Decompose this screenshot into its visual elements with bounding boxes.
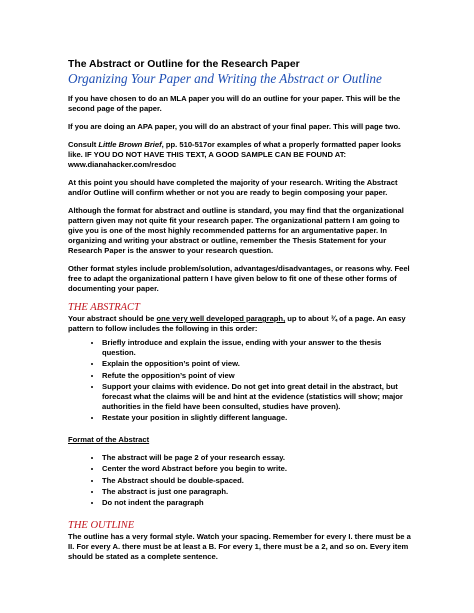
abstract-intro-end: up to about ¾ of a page. An easy pattern to follow includes the following in this order:: [68, 314, 406, 333]
list-item: • The abstract is just one paragraph.: [102, 487, 416, 497]
book-title: Little Brown Brief: [98, 140, 162, 149]
abstract-intro-start: Your abstract should be: [68, 314, 157, 323]
list-item: • Explain the opposition’s point of view.: [102, 359, 416, 369]
other-styles-paragraph: Other format styles include problem/solution, advantages/disadvantages, or reasons why. Feel free to adapt the organizational pattern I have given below to fit one of these other forms of documenting your paper.: [68, 264, 410, 293]
format-list: [68, 453, 416, 508]
list-item: • Restate your position in slightly different language.: [102, 413, 416, 423]
format-paragraph: Although the format for abstract and outline is standard, you may find that the organizational pattern given may not quite fit your research paper. The organizational pattern I am going to give you is one of the most highly recommended patterns for an argumentative paper. In organizing and writing your abstract or outline, remember the Thesis Statement for your Research Paper is the answer to your research question.: [68, 206, 404, 255]
list-item: • The abstract will be page 2 of your research essay.: [102, 453, 416, 463]
document-title: The Abstract or Outline for the Research Paper: [68, 59, 300, 70]
list-item: • Do not indent the paragraph: [102, 498, 416, 508]
abstract-intro-emphasis: one very well developed paragraph,: [156, 314, 286, 323]
list-item: • Refute the opposition’s point of view: [102, 371, 416, 381]
progress-paragraph: At this point you should have completed the majority of your research. Writing the Abstract and/or Outline will confirm whether or not you are ready to begin composing your paper.: [68, 178, 398, 197]
document-content: [68, 58, 416, 570]
outline-paragraph: The outline has a very formal style. Watch your spacing. Remember for every I. there must be a II. For every A. there must be at least a B. For every 1, there must be a 2, and so on. Every item should be stated as a complete sentence.: [68, 532, 411, 562]
abstract-heading: THE ABSTRACT: [68, 302, 140, 313]
mla-paragraph: If you have chosen to do an MLA paper you will do an outline for your paper. This will be the second page of the paper.: [68, 94, 401, 113]
consult-prefix: Consult: [68, 140, 99, 149]
abstract-intro: [68, 314, 416, 334]
list-item: • The Abstract should be double-spaced.: [102, 476, 416, 486]
consult-rest: , pp. 510-517or examples of what a properly formatted paper looks like. IF YOU DO NOT HAVE THIS TEXT, A GOOD SAMPLE CAN BE FOUND AT: www.dianahacker.com/resdoc: [68, 140, 401, 169]
list-item: • Briefly introduce and explain the issue, ending with your answer to the thesis question.: [102, 338, 416, 358]
list-item: • Center the word Abstract before you begin to write.: [102, 464, 416, 474]
outline-heading: THE OUTLINE: [68, 520, 135, 532]
list-item: • Support your claims with evidence. Do not get into great detail in the abstract, but forecast what the claims will be and hint at the evidence (statistics will show; major authorities in the field have been consulted, studies have proven).: [102, 382, 416, 412]
consult-paragraph: [68, 140, 416, 170]
document-subtitle: Organizing Your Paper and Writing the Abstract or Outline: [68, 71, 382, 86]
abstract-pattern-list: [68, 338, 416, 423]
format-section-title: Format of the Abstract: [68, 435, 150, 445]
apa-paragraph: If you are doing an APA paper, you will do an abstract of your final paper. This will page two.: [68, 122, 401, 131]
